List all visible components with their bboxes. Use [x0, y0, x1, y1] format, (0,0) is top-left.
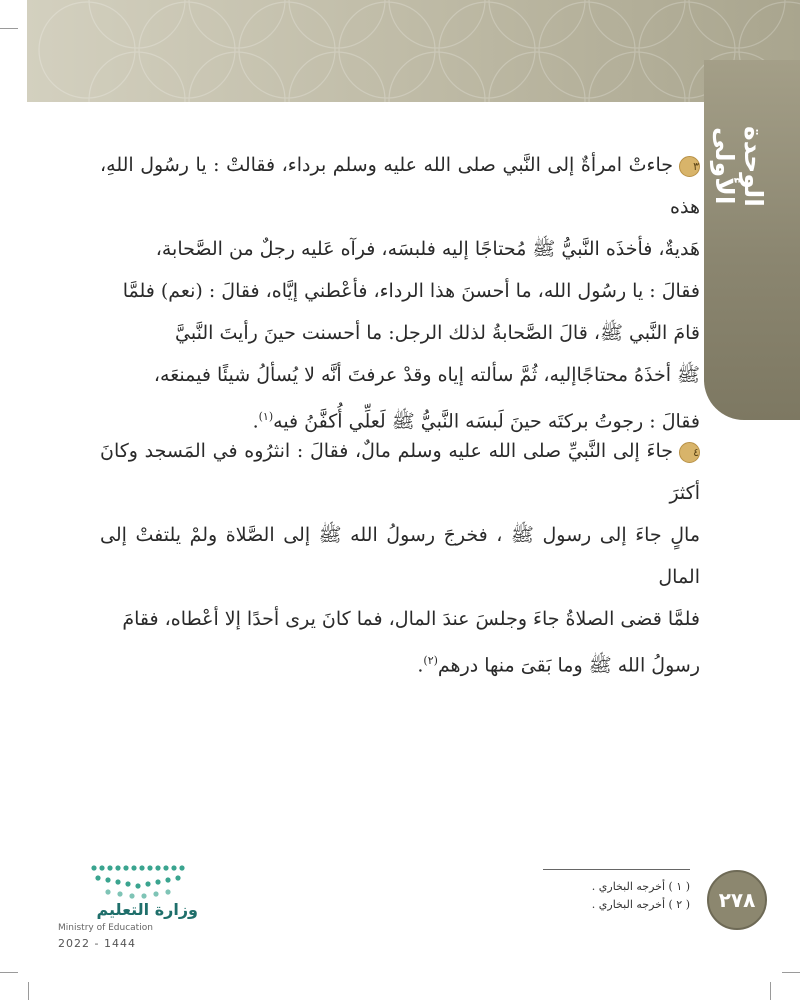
ministry-logo-icon — [88, 862, 192, 900]
crop-mark — [28, 982, 29, 1000]
paragraph-number-badge: ٤ — [679, 442, 700, 463]
paragraph-number-badge: ٣ — [679, 156, 700, 177]
footnote-ref: (١) — [258, 410, 274, 423]
crop-mark — [0, 972, 18, 973]
header-band — [27, 0, 800, 102]
footnote-ref: (٢) — [423, 654, 438, 667]
paragraph-line: جاءتْ امرأةٌ إلى النَّبي صلى الله عليه وسلم برداء، فقالتْ : يا رسُول اللهِ، هذه — [100, 154, 700, 218]
paragraph-3 — [100, 144, 700, 442]
pattern-decoration — [27, 0, 800, 102]
ministry-year: 2022 - 1444 — [58, 937, 136, 950]
ministry-name-english: Ministry of Education — [58, 923, 153, 933]
paragraph-line: قامَ النَّبي ﷺ، قالَ الصَّحابةُ لذلك الرجل: ما أحسنت حينَ رأيتَ النَّبيَّ — [175, 322, 700, 344]
footnotes — [490, 878, 690, 914]
paragraph-line: هَديةٌ، فأخذَه النَّبيُّ ﷺ مُحتاجًا إليه فلبسَه، فرآه عَليه رجلٌ من الصَّحابة، — [155, 238, 700, 260]
ministry-name-arabic: وزارة التعليم — [96, 900, 198, 919]
period: . — [252, 410, 259, 433]
chapter-title: الوحدة الأولى — [710, 125, 768, 207]
footnote-divider — [543, 869, 690, 870]
paragraph-line: فقالَ : يا رسُول الله، ما أحسنَ هذا الرداء، فأعْطني إيَّاه، فقالَ : (نعم) فلمَّا — [122, 280, 700, 302]
paragraph-line: ﷺ أخذَهُ محتاجًاإليه، ثُمَّ سألته إياه وقدْ عرفتَ أنَّه لا يُسألُ شيئًا فيمنعَه، — [153, 364, 700, 386]
period: . — [417, 654, 424, 677]
paragraph-line: رسولُ الله ﷺ وما بَقىَ منها درهم — [437, 654, 700, 677]
paragraph-line: فقالَ : رجوتُ بركتَه حينَ لَبسَه النَّبيُّ ﷺ لَعلِّي أُكفَّنُ فيه — [273, 410, 700, 433]
footnote-item: ( ٢ ) أخرجه البخاري . — [591, 898, 690, 911]
crop-mark — [0, 28, 18, 29]
crop-mark — [770, 982, 771, 1000]
paragraph-4 — [100, 430, 700, 686]
paragraph-line: مالٍ جاءَ إلى رسول ﷺ ، فخرجَ رسولُ الله ﷺ إلى الصَّلاة ولمْ يلتفتْ إلى المال — [100, 524, 700, 588]
page-number: ٢٧٨ — [707, 870, 767, 930]
paragraph-line: جاءَ إلى النَّبيِّ صلى الله عليه وسلم مالٌ، فقالَ : انثرُوه في المَسجد وكانَ أكثرَ — [100, 440, 700, 504]
crop-mark — [782, 972, 800, 973]
paragraph-line: فلمَّا قضى الصلاةُ جاءَ وجلسَ عندَ المال، فما كانَ يرى أحدًا إلا أعْطاه، فقامَ — [122, 608, 700, 630]
footnote-item: ( ١ ) أخرجه البخاري . — [591, 880, 690, 893]
